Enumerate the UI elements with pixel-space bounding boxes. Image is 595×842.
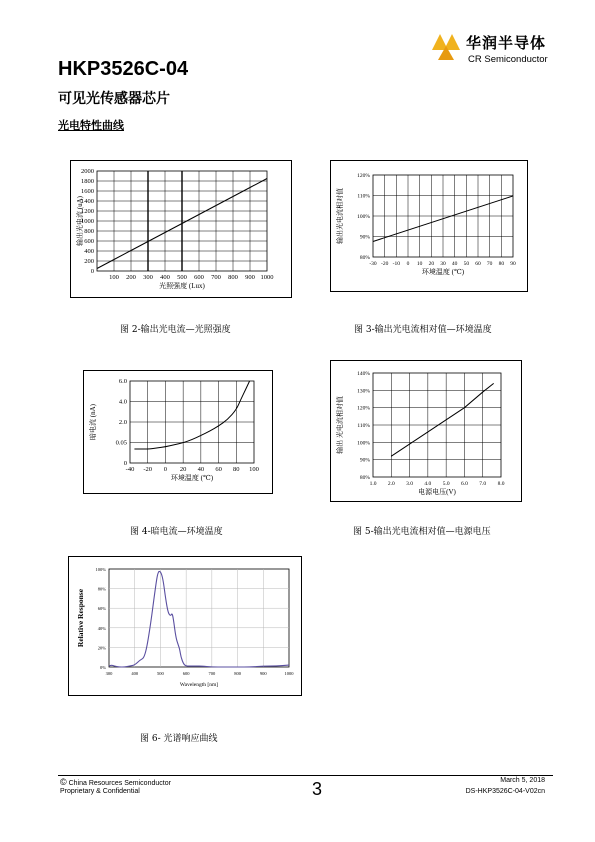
y-tick-label: 120% [357,173,370,179]
x-tick-label: 600 [194,274,204,281]
figure-2-caption: 图 2-输出光电流—光照强度 [120,325,231,335]
x-axis-label: 环境温度 (℃) [421,268,465,276]
plot-frame [109,569,289,667]
y-tick-label: 80% [97,586,106,592]
series-line [134,381,249,449]
y-tick-label: 0% [100,665,106,670]
x-tick-label: 7.0 [479,481,487,487]
x-tick-label: 900 [259,671,267,676]
x-tick-label: 2.0 [387,481,395,487]
x-tick-label: -30 [369,261,377,267]
x-tick-label: 70 [486,261,493,267]
company-logo [430,30,570,70]
x-tick-label: 10 [416,261,423,267]
y-tick-label: 600 [84,238,94,245]
y-tick-label: 120% [357,405,370,412]
x-tick-label: 100 [249,466,259,473]
logo-mark-icon [430,30,464,62]
figure-4-plot [84,371,272,493]
figure-6-plot [69,557,301,695]
x-tick-label: 4.0 [424,481,432,487]
x-tick-label: 700 [208,671,216,676]
logo-chinese-name: 华润半导体 [466,34,547,52]
y-tick-label: 60% [97,606,106,612]
document-subtitle: 可见光传感器芯片 [58,91,170,107]
x-tick-label: 20 [428,261,435,267]
x-tick-label: 400 [160,274,170,281]
footer-company-name: China Resources Semiconductor [68,780,171,787]
y-tick-label: 100% [95,567,106,572]
x-tick-label: 1000 [284,671,294,676]
y-tick-label: 2000 [81,168,94,175]
figure-3-caption: 图 3-输出光电流相对值—环境温度 [354,325,492,335]
y-tick-label: 40% [97,625,106,631]
logo-english-name: CR Semiconductor [468,54,548,65]
x-tick-label: 400 [131,671,139,676]
y-tick-label: 110% [357,193,370,200]
x-tick-label: 30 [440,261,446,267]
y-axis-label: Relative Response [76,588,85,648]
y-axis-label: 输出光电流 (uA) [76,196,84,246]
y-tick-label: 1000 [81,218,94,225]
x-tick-label: -20 [380,261,389,267]
copyright-icon: © [60,777,67,787]
x-tick-label: 90 [510,261,516,267]
y-axis-label: 输出 光电流相对值 [336,396,344,454]
y-tick-label: 0 [123,460,127,467]
x-tick-label: 200 [126,274,136,281]
x-tick-label: 900 [245,274,255,281]
x-tick-label: 0 [406,261,410,267]
x-tick-label: 800 [228,274,238,281]
x-tick-label: -20 [143,466,153,473]
y-tick-label: 90% [359,234,370,241]
x-tick-label: 60 [215,466,222,473]
y-tick-label: 1600 [81,188,94,195]
figure-2-plot [71,161,291,297]
y-tick-label: 80% [359,255,370,261]
y-tick-label: 6.0 [118,378,127,385]
figure-6-chart [68,556,302,696]
x-tick-label: 60 [475,261,481,267]
x-tick-label: 5.0 [442,481,450,487]
y-tick-label: 800 [84,228,94,235]
series-line [109,571,289,667]
figure-5-plot [331,361,521,501]
y-tick-label: 400 [84,248,94,255]
y-tick-label: 0.05 [115,439,127,447]
y-tick-label: 1800 [81,178,94,185]
y-tick-label: 1400 [81,198,94,205]
footer-date: March 5, 2018 [500,777,545,784]
footer-confidential: Proprietary & Confidential [60,788,140,795]
x-tick-label: 40 [197,466,205,473]
footer-divider [58,775,553,776]
figure-2-chart [70,160,292,298]
x-tick-label: 300 [105,671,113,676]
x-tick-label: 0 [163,466,168,473]
figure-3-chart [330,160,528,292]
y-axis-label: 输出光电流相对值 [336,188,344,244]
x-tick-label: -40 [125,466,135,473]
x-tick-label: -10 [392,261,401,267]
x-tick-label: 1000 [260,274,274,281]
y-tick-label: 2.0 [118,419,127,426]
y-tick-label: 0 [90,268,94,275]
y-tick-label: 130% [357,388,370,395]
y-axis-label: 暗电流 (nA) [89,404,97,440]
x-tick-label: 300 [143,274,153,281]
x-tick-label: 50 [463,261,470,267]
y-tick-label: 4.0 [118,398,127,406]
x-tick-label: 500 [157,671,164,676]
y-tick-label: 90% [359,457,370,464]
footer-doc-id: DS-HKP3526C-04-V02cn [465,788,545,795]
y-tick-label: 1200 [81,208,94,215]
figure-5-chart [330,360,522,502]
x-tick-label: 800 [234,671,241,676]
x-axis-label: Wavelength [nm] [179,682,219,688]
x-tick-label: 40 [451,261,458,267]
x-tick-label: 8.0 [497,481,505,487]
x-tick-label: 600 [182,671,190,676]
y-tick-label: 20% [97,645,106,651]
x-axis-label: 电源电压(V) [418,488,456,496]
y-tick-label: 110% [357,423,370,429]
x-tick-label: 3.0 [406,481,414,487]
y-tick-label: 100% [357,214,370,220]
figure-6-caption: 图 6- 光谱响应曲线 [140,734,218,744]
y-tick-label: 140% [357,371,370,377]
footer-company [60,777,171,787]
document-title: HKP3526C-04 [58,58,189,80]
x-tick-label: 1.0 [369,481,377,487]
x-tick-label: 20 [179,466,187,473]
figure-4-chart [83,370,273,494]
x-tick-label: 6.0 [460,481,468,487]
y-tick-label: 100% [357,440,370,447]
y-tick-label: 80% [359,475,370,481]
x-axis-label: 环境温度 (℃) [170,474,214,482]
x-tick-label: 100 [109,274,119,281]
figure-3-plot [331,161,527,291]
figure-5-caption: 图 5-输出光电流相对值—电源电压 [353,527,491,537]
x-tick-label: 700 [211,274,221,281]
x-tick-label: 500 [177,274,187,281]
x-tick-label: 80 [498,261,505,267]
section-heading: 光电特性曲线 [58,119,124,132]
x-tick-label: 80 [233,466,240,473]
figure-4-caption: 图 4-暗电流—环境温度 [130,527,223,537]
x-axis-label: 光照强度 (Lux) [159,282,205,290]
page-number: 3 [312,779,323,799]
y-tick-label: 200 [84,258,94,265]
series-line [391,383,493,456]
